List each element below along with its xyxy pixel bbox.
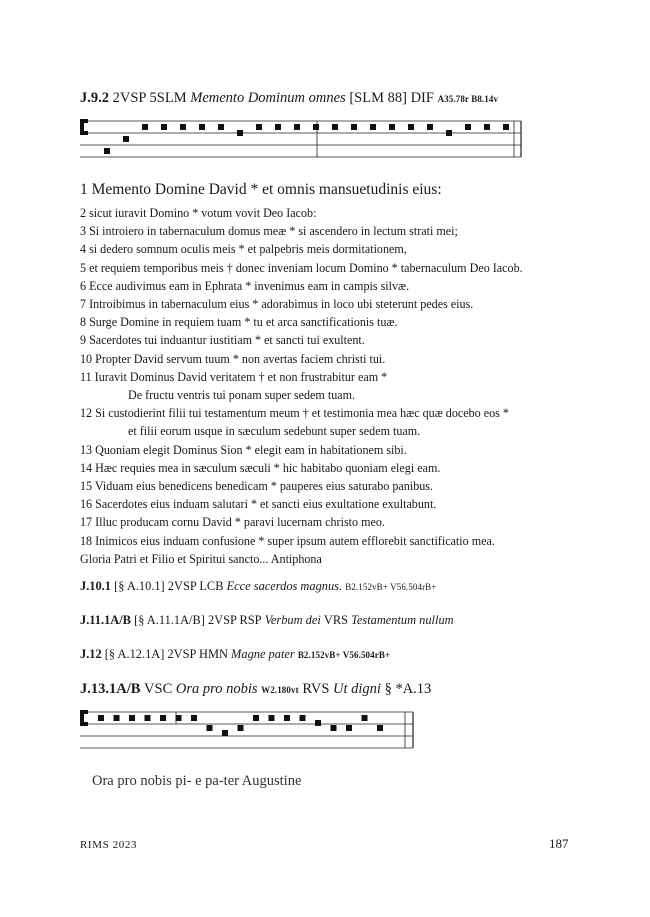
neume-note [275,124,281,130]
psalm-verse: 15 Viduam eius benedicens benedicam * pauperes eius saturabo panibus. [80,479,434,494]
staff-2-notes [98,715,383,736]
neume-note [332,124,338,130]
psalm-verse: 7 Introibimus in tabernaculum eius * adorabimus in loco ubi steterunt pedes eius. [80,297,474,312]
chant-rvs: RVS [302,681,330,697]
psalm-verse: 6 Ecce audivimus eam in Ephrata * invenimus eam in campis silvæ. [80,278,410,293]
chant-bracket-ref: [SLM 88] [349,90,407,106]
chant-office: VSC [144,681,173,697]
psalm-verse: et filii eorum usque in sæculum sedebunt super sedem tuam. [128,424,421,439]
neume-note [362,715,368,721]
ref-bracket: [§ A.11.1A/B] [134,613,205,627]
neume-note [114,715,120,721]
neume-note [284,715,290,721]
chant-code: J.9.2 [80,90,109,106]
ref-title-2: Testamentum nullum [351,613,454,627]
neume-note [389,124,395,130]
neume-note [176,715,182,721]
chant-crossref: § *A.13 [384,681,432,697]
neume-note [294,124,300,130]
neume-note [145,715,151,721]
ref-code: J.11.1A/B [80,613,131,627]
psalm-verse: 10 Propter David servum tuum * non avertas faciem christi tui. [80,351,386,366]
psalm-verse: De fructu ventris tui ponam super sedem tuam. [128,388,356,403]
chant-staff-2 [80,704,420,756]
neume-note [199,124,205,130]
ref-sources: B2.152vB+ V56.504rB+ [345,582,437,592]
neume-note [161,124,167,130]
psalm-verses [80,204,523,568]
neume-note [427,124,433,130]
psalm-verse: 17 Illuc producam cornu David * paravi lucernam christo meo. [80,515,385,530]
neume-note [315,720,321,726]
neume-note [351,124,357,130]
neume-note [346,725,352,731]
psalm-verse: 18 Inimicos eius induam confusione * super ipsum autem efflorebit sanctificatio mea. [80,533,495,548]
page-number: 187 [549,836,569,851]
psalm-verse: 3 Si introiero in tabernaculum domus meæ * si ascendero in lectum strati mei; [80,224,458,239]
neume-note [300,715,306,721]
chant-staff-1 [80,115,530,163]
neume-note [104,148,110,154]
footer-journal: RIMS 2023 [80,839,138,851]
psalm-verse: 13 Quoniam elegit Dominus Sion * elegit eam in habitationem sibi. [80,442,407,457]
psalm-verse: 12 Si custodierint filii tui testamentum meum † et testimonia mea hæc quæ docebo eos * [80,406,509,421]
ref-bracket: [§ A.10.1] [114,579,165,593]
clef-icon [80,119,88,135]
neume-note [408,124,414,130]
neume-note [377,725,383,731]
psalm-verse: 8 Surge Domine in requiem tuam * tu et arca sanctificationis tuæ. [80,315,398,330]
chant-header-j9-2 [80,90,498,107]
neume-note [331,725,337,731]
psalm-verse: 9 Sacerdotes tui induantur iustitiam * et sancti tui exultent. [80,333,365,348]
psalm-verse: Gloria Patri et Filio et Spiritui sancto... Antiphona [80,551,322,566]
psalm-verse: 14 Hæc requies mea in sæculum sæculi * hic habitabo quoniam elegi eam. [80,460,441,475]
neume-note [503,124,509,130]
neume-note [237,130,243,136]
neume-note [191,715,197,721]
neume-note [256,124,262,130]
neume-note [160,715,166,721]
neume-note [123,136,129,142]
chant-code: J.13.1A/B [80,681,141,697]
ref-bracket: [§ A.12.1A] [104,647,165,661]
chant-incipit-text: Ora pro nobis pi- e pa-ter Augustine [92,773,302,789]
ref-title: Verbum dei [264,613,321,627]
psalm-verse: 5 et requiem temporibus meis † donec inveniam locum Domino * tabernaculum Deo Iacob. [80,260,523,275]
neume-note [446,130,452,136]
chant-sources: W2.180vt [261,685,299,695]
neume-note [238,725,244,731]
chant-ref-j11-1 [80,613,454,628]
chant-ref-j10-1 [80,579,436,594]
neume-note [484,124,490,130]
neume-note [253,715,259,721]
chant-title-2: Ut digni [333,681,381,697]
ref-title: Ecce sacerdos magnus. [226,579,343,593]
neume-note [129,715,135,721]
psalm-verse: 11 Iuravit Dominus David veritatem † et non frustrabitur eam * [80,369,388,384]
psalm-verse: 4 si dedero somnum oculis meis * et palpebris meis dormitationem, [80,242,407,257]
chant-ref-j12 [80,647,390,662]
neume-note [98,715,104,721]
neume-note [465,124,471,130]
ref-office: 2VSP RSP [207,613,262,627]
chant-sources: A35.78r B8.14v [437,94,499,104]
ref-sources: B2.152vB+ V56.504rB+ [297,650,391,660]
chant-dif: DIF [410,90,434,106]
psalm-verse: 16 Sacerdotes eius induam salutari * et sancti eius exultatione exultabunt. [80,497,437,512]
neume-note [207,725,213,731]
chant-title: Ora pro nobis [175,681,258,697]
ref-code: J.12 [80,647,102,661]
neume-note [180,124,186,130]
staff-1-notes [104,124,509,154]
psalm-verse: 2 sicut iuravit Domino * votum vovit Deo Iacob: [80,206,317,220]
ref-title: Magne pater [231,647,295,661]
neume-note [142,124,148,130]
neume-note [218,124,224,130]
chant-office: 2VSP 5SLM [112,90,187,106]
chant-header-j13-1 [80,681,431,698]
clef-icon [80,710,88,726]
ref-office: 2VSP LCB [167,579,224,593]
psalm-incipit: 1 Memento Domine David * et omnis mansuetudinis eius: [80,181,442,198]
ref-code: J.10.1 [80,579,111,593]
neume-note [313,124,319,130]
neume-note [222,730,228,736]
ref-office: 2VSP HMN [167,647,228,661]
ref-vrs: VRS [323,613,349,627]
neume-note [370,124,376,130]
chant-title: Memento Dominum omnes [190,90,346,106]
neume-note [269,715,275,721]
